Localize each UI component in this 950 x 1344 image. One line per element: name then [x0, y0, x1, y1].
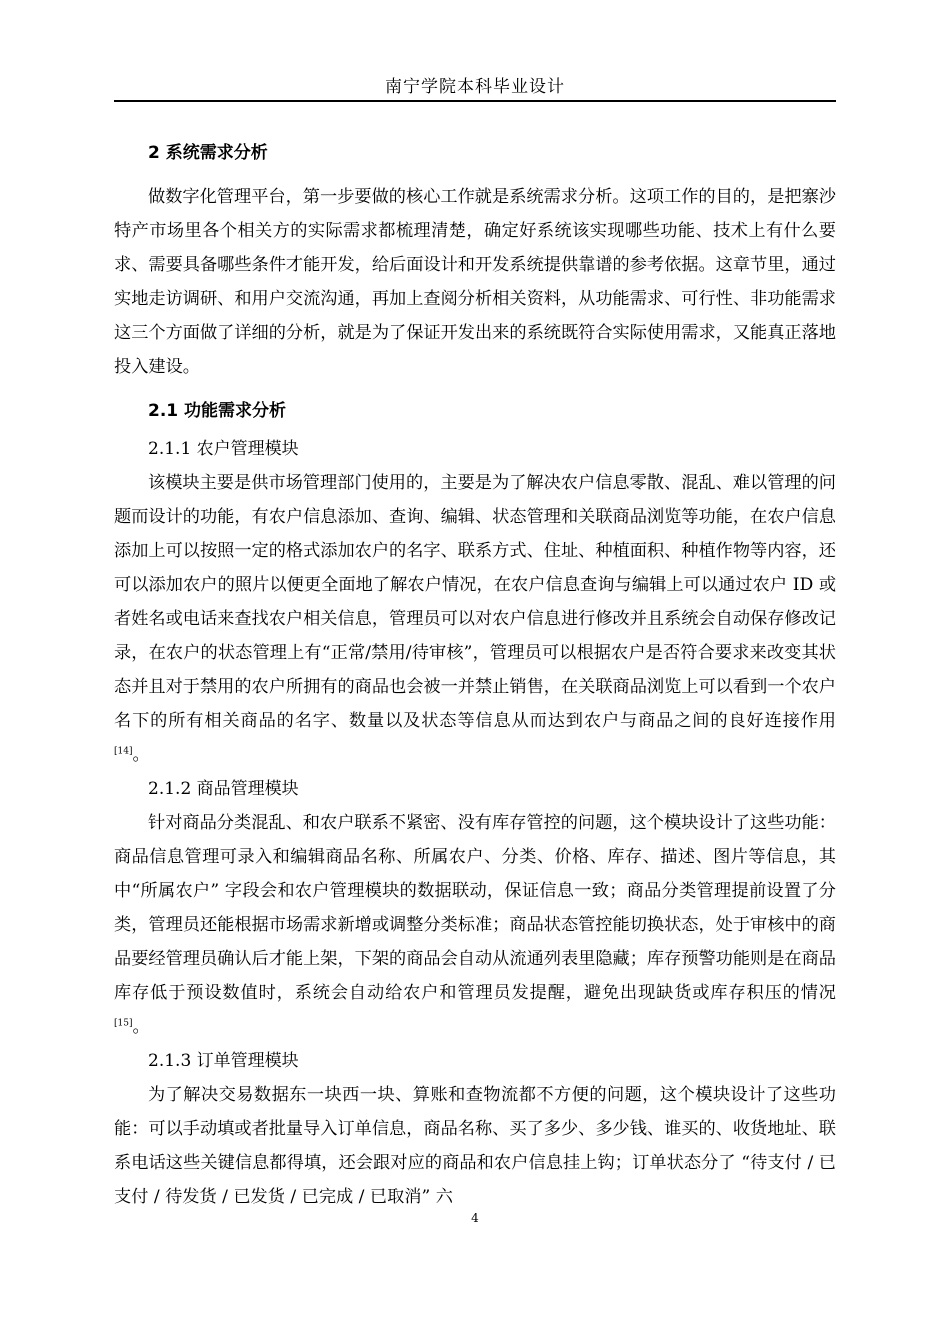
subsection-heading: 2.1 功能需求分析 — [148, 401, 287, 421]
section-intro-paragraph: 做数字化管理平台，第一步要做的核心工作就是系统需求分析。这项工作的目的，是把寨沙特产市场里各个相关方的实际需求都梳理清楚，确定好系统该实现哪些功能、技术上有什么要求、需要具备哪些条件才能开发，给后面设计和开发系统提供靠谱的参考依据。这章节里，通过实地走访调研、和用户交流沟通，再加上查阅分析相关资料，从功能需求、可行性、非功能需求这三个方面做了详细的分析，就是为了保证开发出来的系统既符合实际使用需求，又能真正落地投入建设。 — [114, 187, 836, 377]
paragraph-end-mark: 。 — [132, 745, 150, 765]
paragraph-text: 针对商品分类混乱、和农户联系不紧密、没有库存管控的问题，这个模块设计了这些功能：商品信息管理可录入和编辑商品名称、所属农户、分类、价格、库存、描述、图片等信息，其中“所属农户” 字段会和农户管理模块的数据联动，保证信息一致；商品分类管理提前设置了分类，管理员还能根据市场需求新增或调整分类标准；商品状态管控能切换状态，处于审核中的商品要经管理员确认后才能上架，下架的商品会自动从流通列表里隐藏；库存预警功能则是在商品库存低于预设数值时，系统会自动给农户和管理员发提醒，避免出现缺货或库存积压的情况 — [114, 813, 836, 1003]
paragraph-end-mark: 。 — [132, 1017, 150, 1037]
page-number: 4 — [471, 1211, 479, 1225]
header-divider — [114, 100, 836, 102]
module-paragraph-product — [114, 806, 836, 1044]
section-heading: 2 系统需求分析 — [148, 143, 268, 163]
citation-ref: [15] — [114, 1018, 133, 1029]
running-header: 南宁学院本科毕业设计 — [385, 77, 565, 97]
page-body — [114, 136, 836, 1214]
paragraph-text: 该模块主要是供市场管理部门使用的，主要是为了解决农户信息零散、混乱、难以管理的问题而设计的功能，有农户信息添加、查询、编辑、状态管理和关联商品浏览等功能，在农户信息添加上可以按照一定的格式添加农户的名字、联系方式、住址、种植面积、种植作物等内容，还可以添加农户的照片以便更全面地了解农户情况，在农户信息查询与编辑上可以通过农户 ID 或者姓名或电话来查找农户相关信息，管理员可以对农户信息进行修改并且系统会自动保存修改记录，在农户的状态管理上有“正常/禁用/待审核”，管理员可以根据农户是否符合要求来改变其状态并且对于禁用的农户所拥有的商品也会被一并禁止销售，在关联商品浏览上可以看到一个农户名下的所有相关商品的名字、数量以及状态等信息从而达到农户与商品之间的良好连接作用 — [114, 473, 837, 731]
module-heading-product: 2.1.2 商品管理模块 — [148, 779, 299, 799]
module-heading-farmer: 2.1.1 农户管理模块 — [148, 439, 299, 459]
module-paragraph-order — [114, 1078, 836, 1214]
module-heading-order: 2.1.3 订单管理模块 — [148, 1051, 299, 1071]
citation-ref: [14] — [114, 746, 133, 757]
paragraph-text: 为了解决交易数据东一块西一块、算账和查物流都不方便的问题，这个模块设计了这些功能：可以手动填或者批量导入订单信息，商品名称、买了多少、多少钱、谁买的、收货地址、联系电话这些关键信息都得填，还会跟对应的商品和农户信息挂上钩；订单状态分了 “待支付 / 已支付 / 待发货 / 已发货 / 已完成 / 已取消” 六 — [114, 1085, 836, 1207]
module-paragraph-farmer — [114, 466, 836, 772]
